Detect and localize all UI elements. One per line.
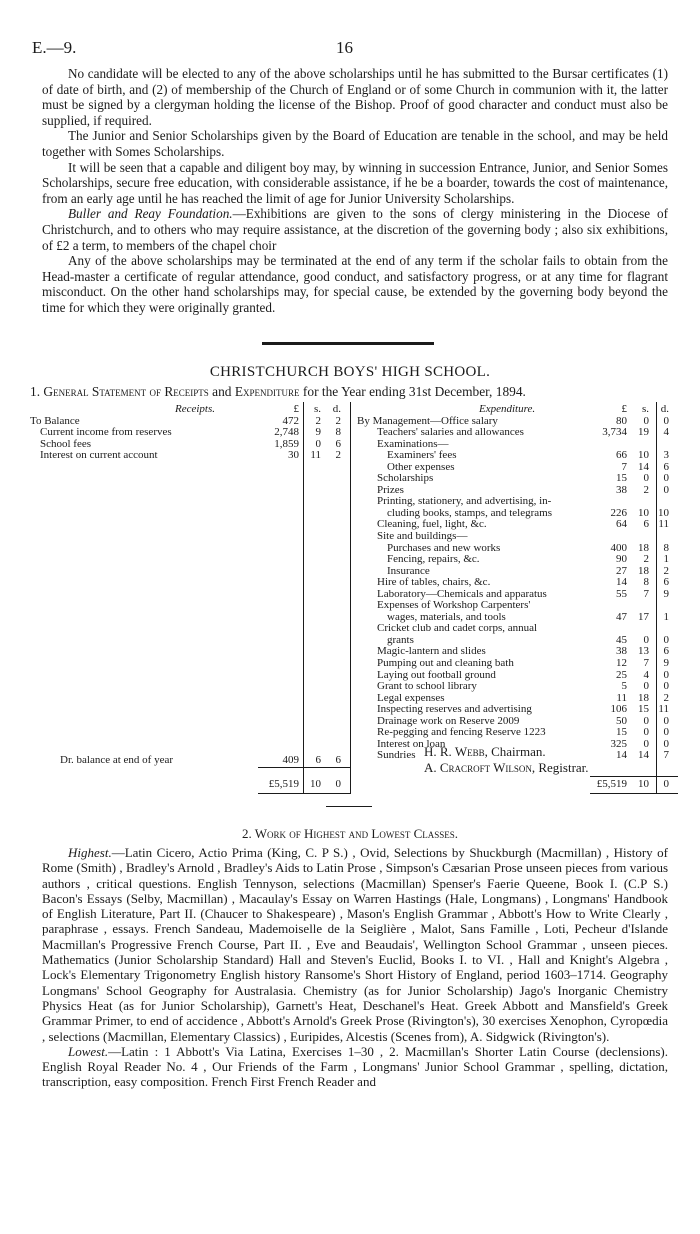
total-rule — [258, 767, 350, 768]
paragraph: No candidate will be elected to any of the above scholarships until he has submitted to the Bursar certificates (1) of date of birth, and (2) of membership of the Church of England or of some Church in communion with it, the latter must be signed by a clergyman holding the license of the Bishop. Proof of good character and conduct must also be supplied, if required. — [42, 66, 668, 128]
expenditure-row: Magic-lantern and slides 38 13 6 — [377, 645, 669, 658]
page-number: 16 — [336, 38, 353, 57]
expenditure-row: Cleaning, fuel, light, &c. 64 6 11 — [377, 518, 669, 531]
expenditure-row: Pumping out and cleaning bath 12 7 9 — [377, 657, 669, 670]
expenditure-row: Hire of tables, chairs, &c. 14 8 6 — [377, 576, 669, 589]
work-section-title: 2. Work of Highest and Lowest Classes. — [241, 826, 459, 841]
school-title: CHRISTCHURCH BOYS' HIGH SCHOOL. — [209, 364, 491, 380]
paragraph: Buller and Reay Foundation.—Exhibitions are given to the sons of clergy ministering in the Diocese of Christchurch, and to others who may require assistance, at the discretion of the governing body ; also six exhibitions, of £2 a term, to members of the chapel choir — [42, 206, 669, 253]
total-rule — [590, 793, 678, 794]
expenditure-row: Interest on loan 325 0 0 — [377, 737, 669, 750]
work-section — [42, 845, 668, 1090]
expenditure-row: wages, materials, and tools 47 17 1 — [387, 610, 669, 623]
expenditure-row: Re-pegging and fencing Reserve 1223 15 0 0 — [377, 726, 669, 739]
scholarship-section — [42, 66, 668, 316]
expenditure-row: Laying out football ground 25 4 0 — [377, 668, 669, 681]
receipts-header-row: Receipts. £ s. d. — [175, 403, 341, 415]
section-divider — [326, 806, 372, 807]
receipts-row: To Balance 472 2 2 — [30, 414, 341, 427]
expenditure-row: Purchases and new works 400 18 8 — [387, 541, 669, 554]
column-divider — [350, 402, 351, 794]
expenditure-row: By Management—Office salary 80 0 0 — [357, 414, 669, 427]
expenditure-row: Sundries 14 14 7 — [377, 749, 669, 762]
total-rule — [258, 793, 350, 794]
expenditure-row: cluding books, stamps, and telegrams 226 10 10 — [387, 506, 669, 519]
receipts-heading: Receipts. — [175, 403, 216, 415]
paragraph: Highest.—Latin Cicero, Actio Prima (King, C. P S.) , Ovid, Selections by Shuckburgh (Macmillan) , History of Rome (Smith) , Bradley's Arnold , Bradley's Aids to Latin Prose , Simpson's Cæsarian Prose unseen pieces from various authors , critical questions. English Tennyson, selections (Macmillan) Spenser's Faerie Queene, Book I. (C.P S.) Bacon's Essays (Selby, Macmillan) , Macaulay's Essay on Warren Hastings (Hale, Longmans) , Longmans' Handbook of English Literature, Part II. (Chaucer to Shakespeare) , Mason's English Grammar , Abbott's How to Write Clearly , paraphrase , essays. French Sandeau, Mademoiselle de la Seiglière , Malot, Sans Famille , Loti, Pecheur d'Islande Macmillan's Progressive French Course, Part II. , Eve and Beaudais', Wellington School Grammar , unseen pieces. Mathematics (Junior Scholarship Standard) Hall and Steven's Euclid, Books I. to VI. , Hall and Knight's Algebra , Lock's Elementary Trigonometry English history Ransome's Short History of England, period 1603–1714. Geography Longmans' School Geography for Australasia. Chemistry (as for Junior Scholarship) Jago's Inorganic Chemistry Physics Heat (as for Junior Scholarship), Garnett's Heat, Deschanel's Heat. Greek Abbott and Mansfield's Greek Grammar Primer, to end of accidence , Abbott's Arnold's Greek Prose (Rivington's), 30 exercises Xenophon, Cyropœdia , selections (Macmillan, Elementary Classics) , Euripides, Alcestis (Scenes from), A. Sidgwick (Rivington's). — [42, 845, 668, 1044]
expenditure-row: Examinations— — [377, 437, 449, 450]
column-rule — [656, 402, 657, 794]
expenditure-row: Other expenses 7 14 6 — [387, 460, 669, 473]
receipts-row: School fees 1,859 0 6 — [40, 437, 341, 450]
document-code: E.—9. — [32, 38, 77, 57]
receipts-balance-row: Dr. balance at end of year 409 6 6 — [60, 754, 341, 766]
expenditure-row: Expenses of Workshop Carpenters' — [377, 599, 531, 612]
expenditure-row: Printing, stationery, and advertising, in- — [377, 495, 552, 508]
expenditure-table — [357, 404, 677, 762]
expenditure-row: Scholarships 15 0 0 — [377, 472, 669, 485]
total-rule — [590, 776, 678, 777]
expenditure-heading: Expenditure. — [479, 403, 536, 415]
receipts-row: Current income from reserves 2,748 9 8 — [40, 426, 341, 439]
expenditure-row: Drainage work on Reserve 2009 50 0 0 — [377, 714, 669, 727]
expenditure-row: Site and buildings— — [377, 530, 468, 543]
paragraph: It will be seen that a capable and diligent boy may, by winning in succession Entrance, Junior, and Senior Somes Scholarships, secure free education, with considerable assistance, if he be a boarder, towards the cost of maintenance, from an early age until he has reached the limit of age for Junior University Scholarships. — [42, 159, 668, 206]
expenditure-row: Grant to school library 5 0 0 — [377, 680, 669, 693]
expenditure-header-row: Expenditure. £ s. d. — [479, 403, 669, 415]
expenditure-row: Inspecting reserves and advertising 106 15 11 — [377, 703, 669, 716]
expenditure-row: Legal expenses 11 18 2 — [377, 691, 669, 704]
signature-registrar: A. Cracroft Wilson, Registrar. — [424, 760, 589, 775]
expenditure-row: Cricket club and cadet corps, annual — [377, 622, 538, 635]
receipts-table — [30, 404, 350, 462]
expenditure-row: Insurance 27 18 2 — [387, 564, 669, 577]
expenditure-row: Teachers' salaries and allowances 3,734 19 4 — [377, 426, 669, 439]
paragraph: The Junior and Senior Scholarships given by the Board of Education are tenable in the school, and may be held together with Somes Scholarships. — [42, 128, 668, 159]
expenditure-row: Examiners' fees 66 10 3 — [387, 449, 669, 462]
expenditure-row: Prizes 38 2 0 — [377, 483, 669, 496]
receipts-total-row: £5,519 10 0 — [268, 778, 341, 790]
receipts-row: Interest on current account 30 11 2 — [40, 449, 341, 462]
expenditure-total-row: £5,519 10 0 — [596, 778, 669, 790]
expenditure-row: Laboratory—Chemicals and apparatus 55 7 9 — [377, 587, 669, 600]
section-divider — [262, 342, 434, 345]
column-rule — [303, 402, 304, 794]
statement-title: 1. General Statement of Receipts and Expenditure for the Year ending 31st December, 1894. — [30, 384, 526, 399]
paragraph: Any of the above scholarships may be terminated at the end of any term if the scholar fails to obtain from the Head-master a certificate of regular attendance, good conduct, and satisfactory progress, or at any time for flagrant misconduct. On the other hand scholarships may, for special cause, be extended by the governing body beyond the time for which they were originally granted. — [42, 253, 668, 315]
signature-chairman: H. R. Webb, Chairman. — [424, 744, 546, 759]
expenditure-row: grants 45 0 0 — [387, 633, 669, 646]
paragraph: Lowest.—Latin : 1 Abbott's Via Latina, Exercises 1–30 , 2. Macmillan's Shorter Latin Course (declensions). English Royal Reader No. 4 , Our Friends of the Farm , Longmans' Junior School Grammar , spelling, dictation, transcription, easy composition. French First French Reader and — [42, 1043, 668, 1090]
expenditure-row: Fencing, repairs, &c. 90 2 1 — [387, 553, 669, 566]
